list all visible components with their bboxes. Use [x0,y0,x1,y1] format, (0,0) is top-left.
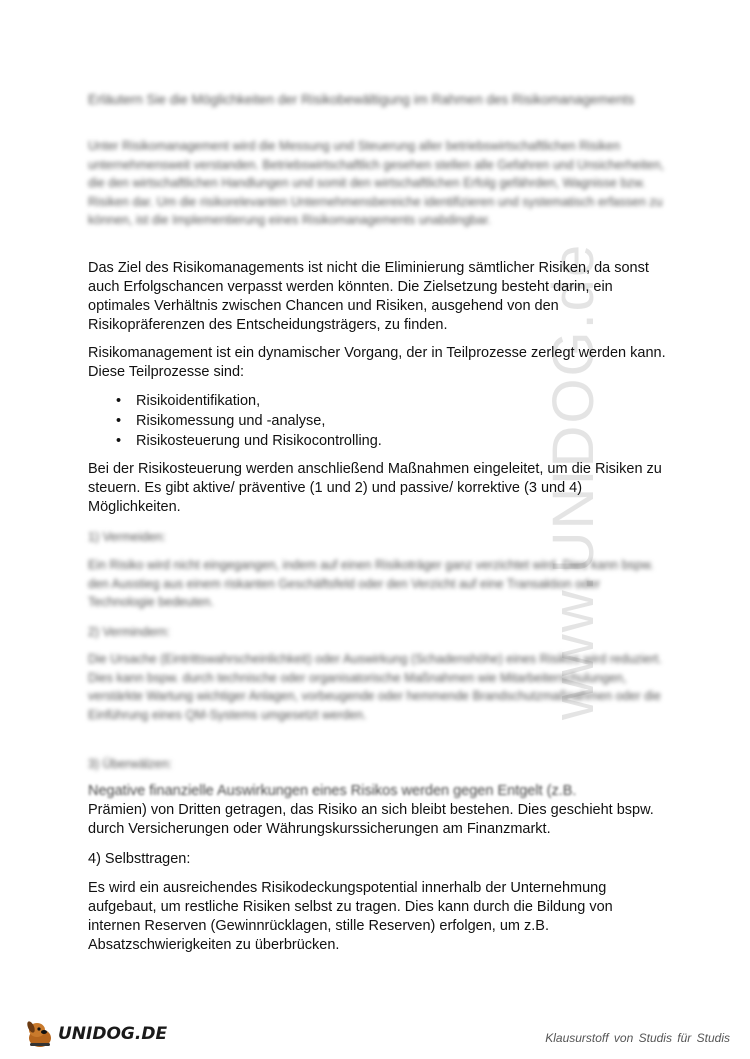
watermark: www.UNIDOG.de [541,242,606,720]
list-item: • Risikomessung und -analyse, [116,411,696,431]
list-item: • Risikoidentifikation, [116,391,696,411]
logo-text: UNIDOG.DE [58,1024,168,1044]
blurred-paragraph-vermindern: Die Ursache (Eintrittswahrscheinlichkeit) oder Auswirkung (Schadenshöhe) eines Risikos wird reduziert. Dies kann bspw. durch technische oder organisatorische Maßnahmen wie Mitarbeiterschulungen, verstärkte Wartung wichtiger Anlagen, vorbeugende oder hemmende Brandschutzmaßnahmen oder die Einführung eines QM-Systems umgesetzt werden. [88,652,662,722]
paragraph-ziel: Das Ziel des Risikomanagements ist nicht die Eliminierung sämtlicher Risiken, da sonst auch Erfolgschancen verpasst werden könnten. Die Zielsetzung besteht darin, ein optimales Verhältnis zwischen Chancen und Risiken, ausgehend von den Risikopräferenzen des Entscheidungsträgers, zu finden. [88,260,649,333]
blurred-heading-vermindern: 2) Vermindern: [88,625,170,639]
teilprozesse-list [88,391,696,451]
unidog-logo[interactable] [22,1018,172,1050]
blurred-intro: Unter Risikomanagement wird die Messung und Steuerung aller betriebswirtschaftlichen Risiken unternehmensweit verstanden. Betriebswirtschaftlich gesehen stellen alle Gefahren und Unsicherheiten, die den wirtschaftlichen Handlungen und somit den wirtschaftlichen Erfolg gefährden, Wagnisse bzw. Risiken dar. Um die risikorelevanten Unternehmensbereiche identifizieren und systematisch erfassen zu können, ist die Implementierung eines Risikomanagements unabdingbar. [88,139,665,227]
heading-selbsttragen: 4) Selbsttragen: [88,851,191,867]
footer-slogan: Klausurstoff von Studis für Studis [545,1031,730,1045]
paragraph-ueberwaelzen-cut: Negative finanzielle Auswirkungen eines Risikos werden gegen Entgelt (z.B. [88,783,577,799]
blurred-paragraph-vermeiden: Ein Risiko wird nicht eingegangen, indem auf einen Risikoträger ganz verzichtet wird. Dies kann bspw. den Ausstieg aus einem riskanten Geschäftsfeld oder den Verzicht auf eine Transaktion oder Technologie bedeuten. [88,558,654,609]
paragraph-prozess: Risikomanagement ist ein dynamischer Vorgang, der in Teilprozesse zerlegt werden kann. Diese Teilprozesse sind: [88,345,666,380]
dog-logo-icon [22,1018,58,1050]
list-item: • Risikosteuerung und Risikocontrolling. [116,431,696,451]
paragraph-selbsttragen: Es wird ein ausreichendes Risikodeckungspotential innerhalb der Unternehmung aufgebaut, um restliche Risiken selbst zu tragen. Dies kann durch die Bildung von internen Reserven (Gewinnrücklagen, stille Reserven) erfolgen, um z.B. Absatzschwierigkeiten zu überbrücken. [88,880,613,953]
blurred-heading-ueberwaelzen: 3) Überwälzen: [88,757,173,771]
paragraph-steuerung: Bei der Risikosteuerung werden anschließend Maßnahmen eingeleitet, um die Risiken zu steuern. Es gibt aktive/ präventive (1 und 2) und passive/ korrektive (3 und 4) Möglichkeiten. [88,461,662,515]
paragraph-ueberwaelzen: Prämien) von Dritten getragen, das Risiko an sich bleibt bestehen. Dies geschieht bspw. durch Versicherungen oder Währungskurssicherungen am Finanzmarkt. [88,802,654,837]
blurred-heading-vermeiden: 1) Vermeiden: [88,530,166,544]
blurred-heading: Erläutern Sie die Möglichkeiten der Risikobewältigung im Rahmen des Risikomanagements [88,92,635,107]
